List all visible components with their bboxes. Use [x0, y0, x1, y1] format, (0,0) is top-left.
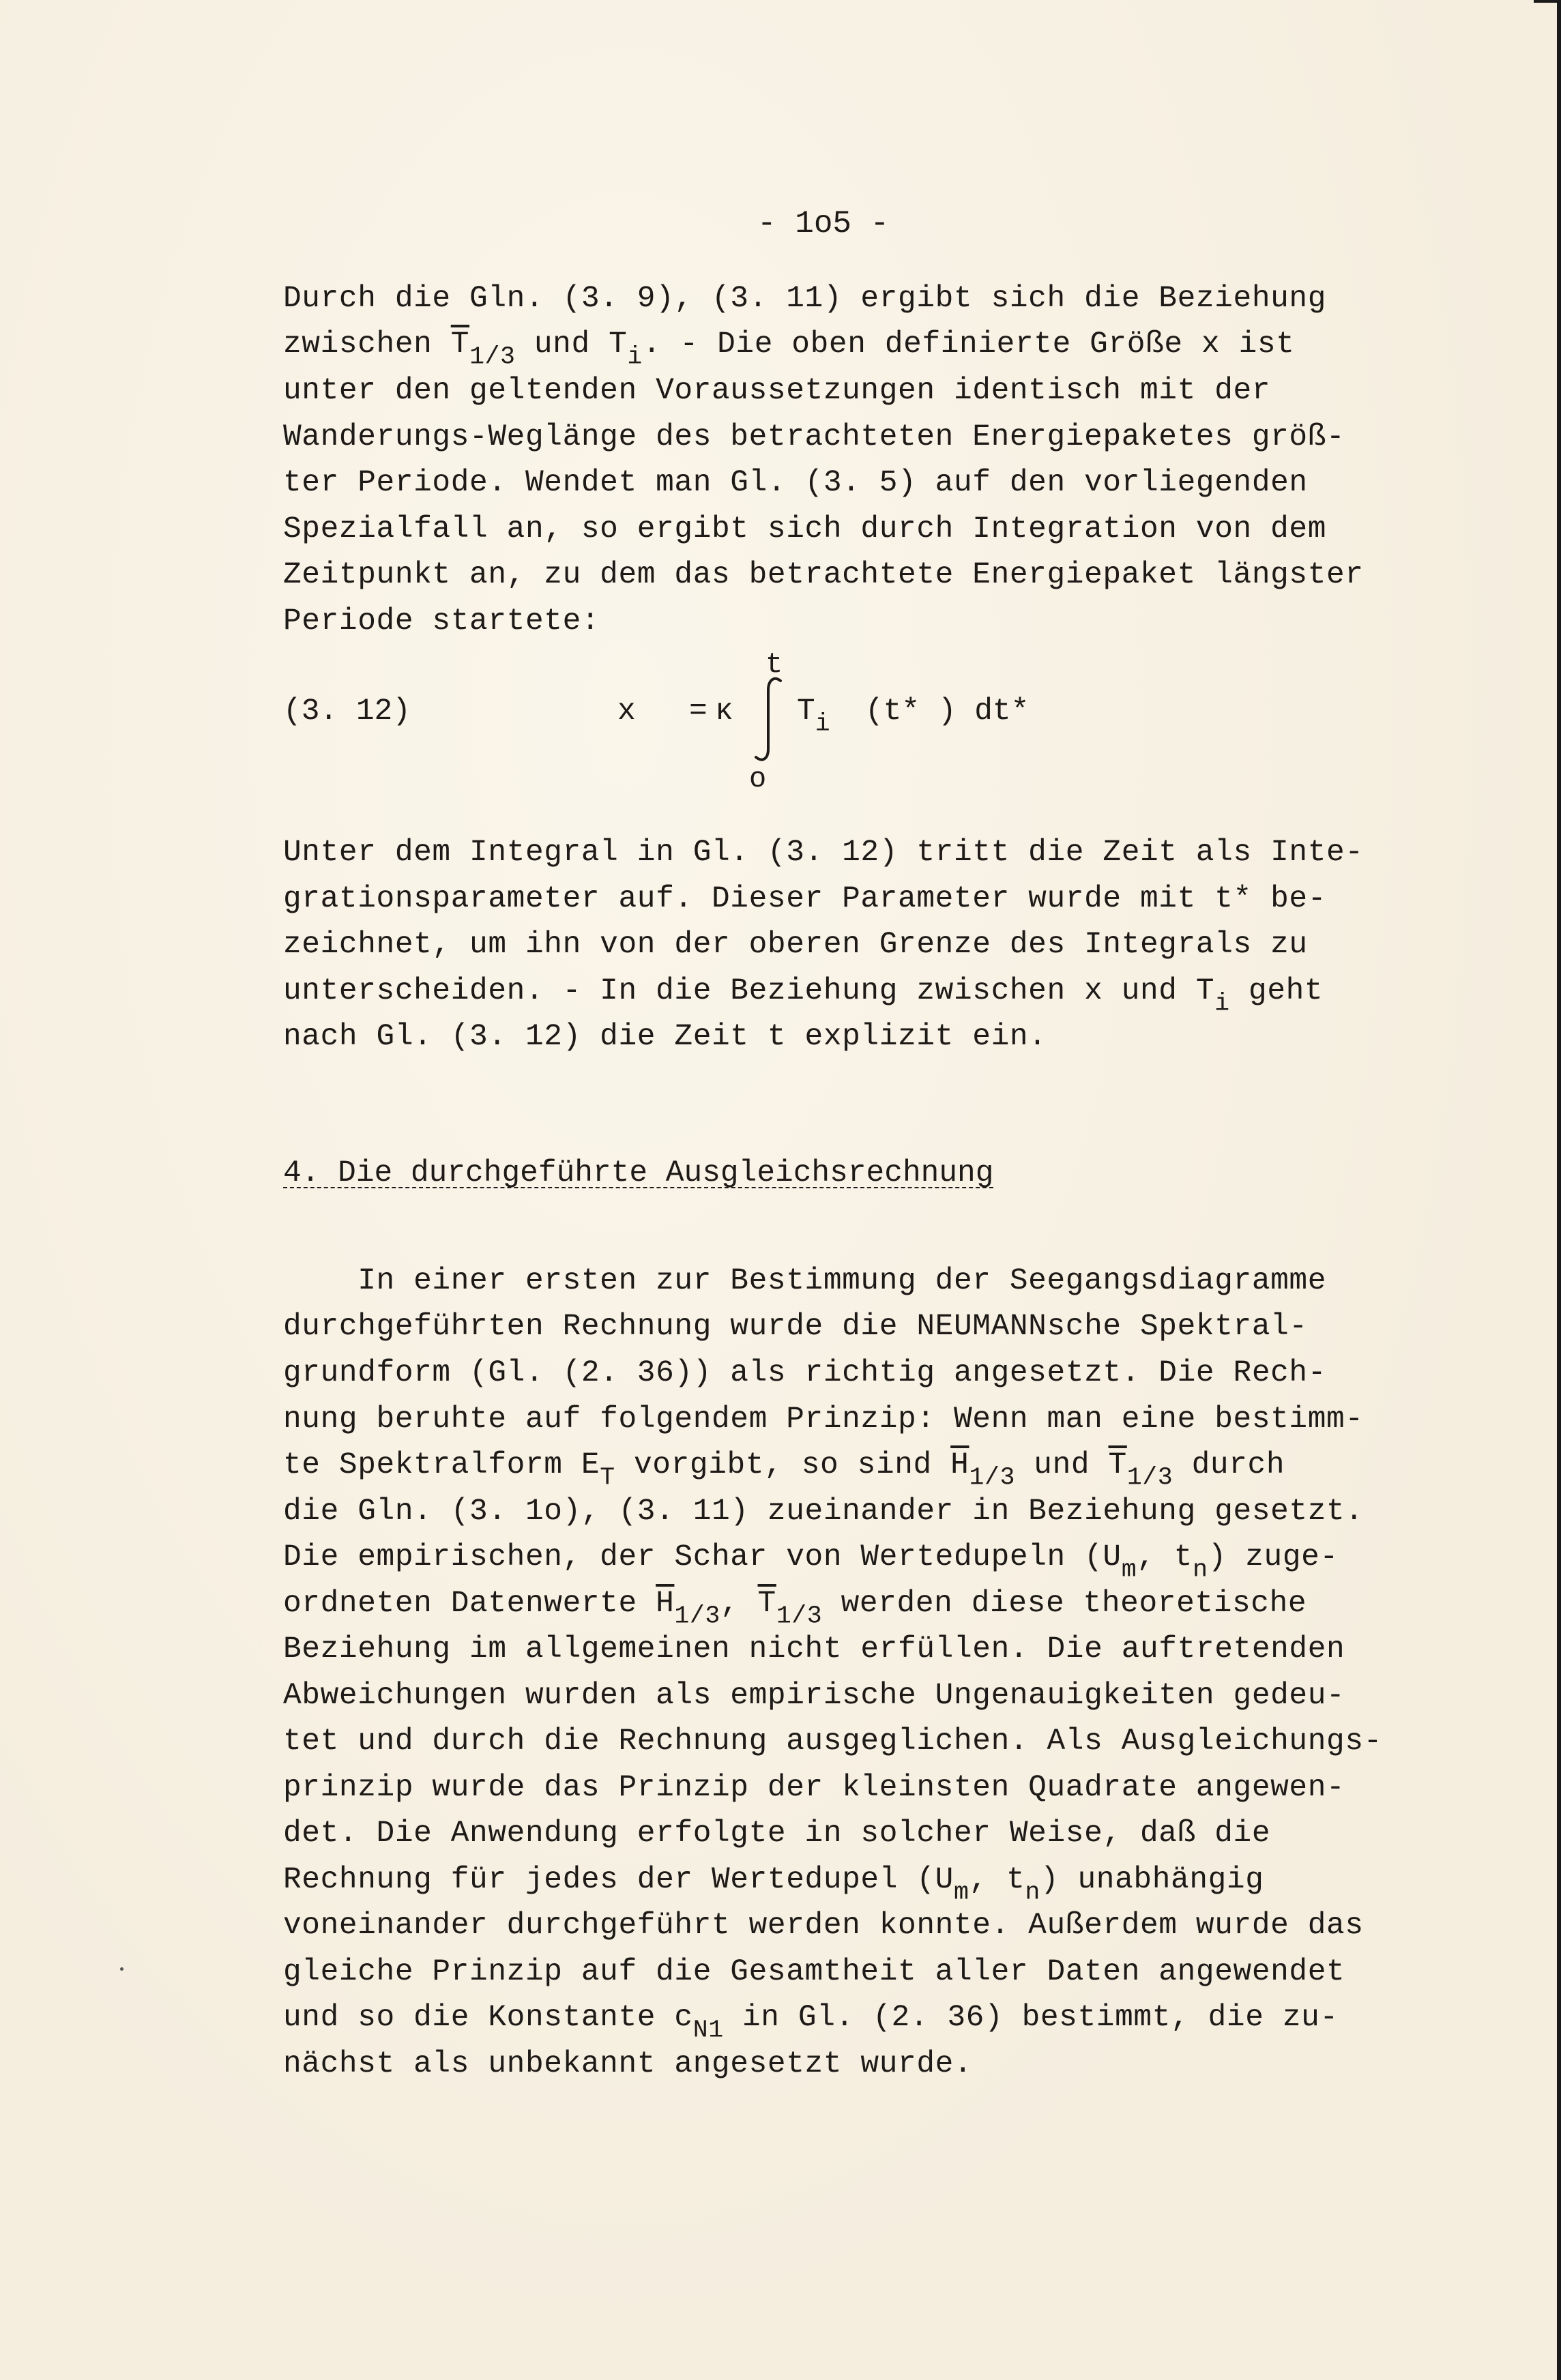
subscript: 1/3: [776, 1602, 823, 1630]
text: zwischen: [283, 327, 451, 362]
subscript: 1/3: [674, 1602, 720, 1630]
text: , t: [1137, 1540, 1193, 1574]
para1-line-3: unter den geltenden Voraussetzungen identisch mit der: [283, 374, 1271, 408]
para3-line-12: prinzip wurde das Prinzip der kleinsten Quadrate angewen-: [283, 1771, 1345, 1805]
subscript: i: [1214, 989, 1230, 1018]
para1-line-4: Wanderungs-Weglänge des betrachteten Energiepaketes größ-: [283, 420, 1345, 454]
scan-border-right: [1557, 0, 1561, 2380]
para1-line-7: Zeitpunkt an, zu dem das betrachtete Energiepaket längster: [283, 558, 1364, 592]
para3-line-17: [283, 1999, 1339, 2044]
para2-line-5: nach Gl. (3. 12) die Zeit t explizit ein.: [283, 1020, 1047, 1054]
integral-upper-limit: t: [765, 648, 783, 681]
text: T: [797, 694, 815, 729]
subscript: 1/3: [969, 1463, 1015, 1492]
text: vorgibt, so sind: [615, 1448, 951, 1482]
scan-border-top: [1534, 0, 1561, 3]
text: ,: [720, 1587, 758, 1621]
text: te Spektralform E: [283, 1448, 600, 1482]
para2-line-2: grationsparameter auf. Dieser Parameter wurde mit t* be-: [283, 882, 1327, 916]
integrand-argument: (t* ) dt*: [865, 694, 1030, 729]
text: ) unabhängig: [1040, 1863, 1264, 1897]
subscript: i: [627, 342, 643, 371]
subscript: 1/3: [469, 342, 516, 371]
subscript: T: [600, 1463, 615, 1492]
equation-equals: =: [689, 694, 707, 729]
t-mean-symbol: $\overline{T}$: [757, 1587, 776, 1621]
text: Rechnung für jedes der Wertedupel (U: [283, 1863, 954, 1897]
page-number: - 1o5 -: [757, 206, 890, 241]
para3-line-2: durchgeführten Rechnung wurde die NEUMANNsche Spektral-: [283, 1310, 1308, 1344]
text: Die empirischen, der Schar von Wertedupeln (U: [283, 1540, 1122, 1574]
text: unterscheiden. - In die Beziehung zwischen x und T: [283, 974, 1215, 1008]
para3-line-6: die Gln. (3. 1o), (3. 11) zueinander in Beziehung gesetzt.: [283, 1495, 1364, 1529]
para3-line-7: [283, 1538, 1339, 1584]
text: und so die Konstante c: [283, 2001, 693, 2035]
equation-label: (3. 12): [283, 694, 411, 729]
h-mean-symbol: $\overline{H}$: [656, 1587, 675, 1621]
text: in Gl. (2. 36) bestimmt, die zu-: [723, 2001, 1339, 2035]
para3-line-11: tet und durch die Rechnung ausgeglichen. Als Ausgleichungs-: [283, 1724, 1382, 1759]
text: , t: [969, 1863, 1025, 1897]
para1-line-6: Spezialfall an, so ergibt sich durch Integration von dem: [283, 512, 1327, 546]
subscript: n: [1193, 1555, 1208, 1584]
para2-line-1: Unter dem Integral in Gl. (3. 12) tritt die Zeit als Inte-: [283, 836, 1364, 870]
equation-lhs: x: [617, 694, 636, 729]
text: und: [1015, 1448, 1109, 1482]
para3-line-14: [283, 1861, 1264, 1907]
integral-lower-limit: o: [749, 763, 767, 795]
subscript: N1: [692, 2016, 724, 2044]
para3-line-8: [283, 1585, 1307, 1630]
section-heading: 4. Die durchgeführte Ausgleichsrechnung: [283, 1156, 994, 1190]
para2-line-4: [283, 972, 1324, 1018]
text: ordneten Datenwerte: [283, 1587, 656, 1621]
para3-line-5: [283, 1446, 1285, 1492]
t-mean-symbol: $\overline{T}$: [450, 327, 470, 362]
para1-line-8: Periode startete:: [283, 604, 600, 638]
para3-line-13: det. Die Anwendung erfolgte in solcher Weise, daß die: [283, 1817, 1271, 1851]
integrand: [797, 694, 830, 738]
text: geht: [1229, 974, 1324, 1008]
h-mean-symbol: $\overline{H}$: [950, 1448, 969, 1482]
para2-line-3: zeichnet, um ihn von der oberen Grenze des Integrals zu: [283, 928, 1308, 962]
subscript: 1/3: [1126, 1463, 1173, 1492]
text: und T: [515, 327, 628, 362]
para3-line-9: Beziehung im allgemeinen nicht erfüllen. Die auftretenden: [283, 1632, 1345, 1666]
para1-line-1: Durch die Gln. (3. 9), (3. 11) ergibt sich die Beziehung: [283, 282, 1327, 316]
text: werden diese theoretische: [822, 1587, 1307, 1621]
scan-speck: [120, 1967, 123, 1971]
t-mean-symbol: $\overline{T}$: [1108, 1448, 1127, 1482]
para3-line-16: gleiche Prinzip auf die Gesamtheit aller Daten angewendet: [283, 1955, 1345, 1989]
para3-line-4: nung beruhte auf folgendem Prinzip: Wenn man eine bestimm-: [283, 1402, 1364, 1437]
para3-line-1: In einer ersten zur Bestimmung der Seegangsdiagramme: [283, 1264, 1327, 1298]
para3-line-10: Abweichungen wurden als empirische Ungenauigkeiten gedeu-: [283, 1679, 1345, 1713]
text: . - Die oben definierte Größe x ist: [642, 327, 1295, 362]
para1-line-2: [283, 325, 1295, 371]
subscript: m: [953, 1878, 969, 1907]
text: durch: [1173, 1448, 1285, 1482]
subscript: n: [1025, 1878, 1040, 1907]
subscript: m: [1121, 1555, 1137, 1584]
text: ) zuge-: [1208, 1540, 1339, 1574]
subscript: i: [815, 709, 830, 738]
para3-line-15: voneinander durchgeführt werden konnte. Außerdem wurde das: [283, 1909, 1364, 1943]
integral-sign-icon: [750, 675, 789, 764]
para3-line-3: grundform (Gl. (2. 36)) als richtig angesetzt. Die Rech-: [283, 1356, 1327, 1390]
equation-kappa: κ: [715, 694, 733, 729]
para1-line-5: ter Periode. Wendet man Gl. (3. 5) auf den vorliegenden: [283, 466, 1308, 500]
para3-line-18: nächst als unbekannt angesetzt wurde.: [283, 2047, 973, 2081]
